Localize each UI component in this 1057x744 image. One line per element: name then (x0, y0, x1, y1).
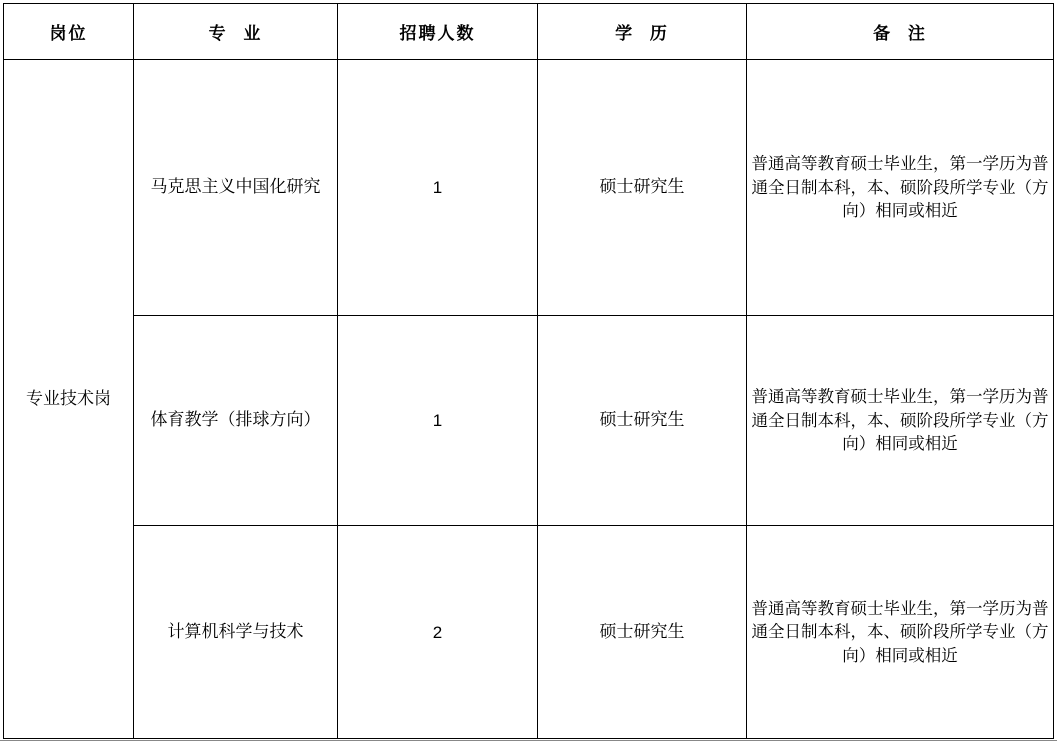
header-count: 招聘人数 (338, 4, 538, 60)
header-position: 岗位 (4, 4, 134, 60)
remarks-cell: 普通高等教育硕士毕业生，第一学历为普通全日制本科，本、硕阶段所学专业（方向）相同或相近 (747, 316, 1054, 526)
count-cell: 2 (338, 526, 538, 739)
major-cell: 计算机科学与技术 (134, 526, 338, 739)
count-cell: 1 (338, 316, 538, 526)
bottom-divider (0, 740, 1057, 741)
education-cell: 硕士研究生 (538, 60, 747, 316)
table-row (4, 60, 1054, 316)
education-cell: 硕士研究生 (538, 316, 747, 526)
remarks-cell: 普通高等教育硕士毕业生，第一学历为普通全日制本科，本、硕阶段所学专业（方向）相同或相近 (747, 526, 1054, 739)
header-major: 专 业 (134, 4, 338, 60)
position-cell: 专业技术岗 (4, 60, 134, 739)
table-row (4, 316, 1054, 526)
table-row (4, 526, 1054, 739)
header-row (4, 4, 1054, 60)
header-education: 学 历 (538, 4, 747, 60)
count-cell: 1 (338, 60, 538, 316)
header-remarks: 备 注 (747, 4, 1054, 60)
remarks-cell: 普通高等教育硕士毕业生，第一学历为普通全日制本科，本、硕阶段所学专业（方向）相同或相近 (747, 60, 1054, 316)
major-cell: 体育教学（排球方向） (134, 316, 338, 526)
education-cell: 硕士研究生 (538, 526, 747, 739)
recruitment-table (3, 3, 1054, 739)
major-cell: 马克思主义中国化研究 (134, 60, 338, 316)
